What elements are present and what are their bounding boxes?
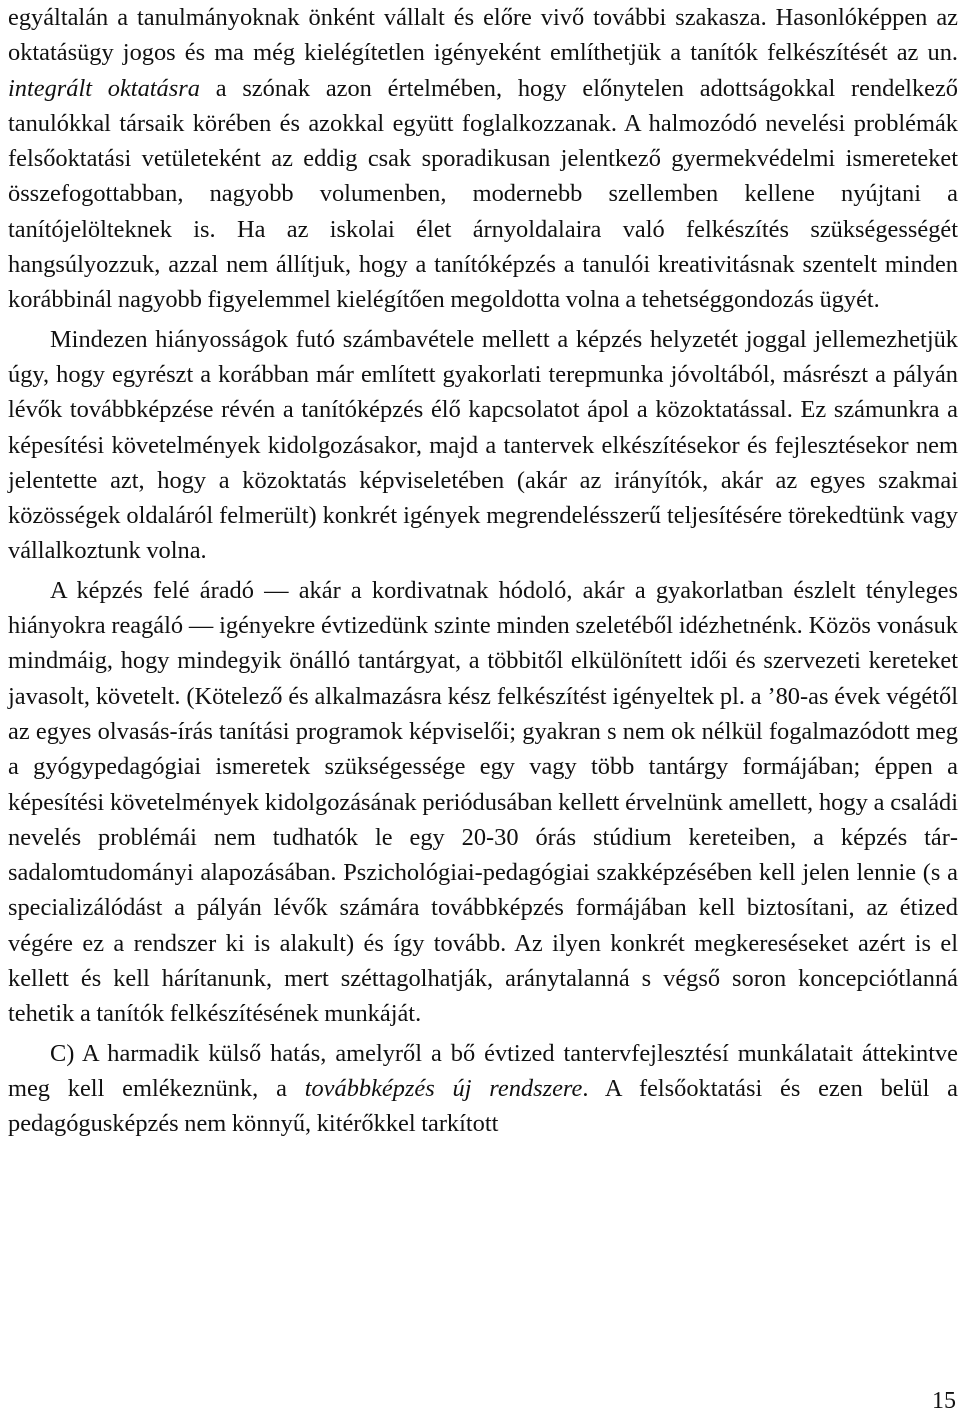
paragraph-1-italic: integrált oktatásra: [8, 74, 200, 102]
paragraph-2: Mindezen hiányosságok futó számbavétele mellett a képzés helyzetét joggal jellemezhetjük úgy, hogy egyrészt a korábban már említett gyakorlati terepmunka jóvoltából, másrészt a pályán lévők továbbképzése révén a tanítóképzés élő kapcsolatot ápol a közoktatással. Ez számunkra a képesítési követelmények kidolgozásakor, majd a tantervek elkészítésekor és fejlesztésekor nem jelentette azt, hogy a közoktatás képviseletében (akár az irányítók, akár az egyes szakmai közösségek oldaláról felmerült) konkrét igények megrendelésszerű teljesítésére törekedtünk vagy vállalkoztunk volna.: [8, 325, 958, 565]
paragraph-4: [8, 1036, 958, 1142]
page-number: 15: [932, 1388, 956, 1414]
document-page: [8, 0, 958, 1142]
paragraph-1: [8, 0, 958, 318]
paragraph-3: A képzés felé áradó — akár a kordivatnak hódoló, akár a gyakorlatban észlelt tényleges hiányokra reagáló — igényekre évtizedünk szinte minden szeletéből idézhetnénk. Közös vonásuk mindmáig, hogy mindegyik önálló tantárgyat, a többitől elkülönített idői és szervezeti kereteket javasolt, követelt. (Kötelező és alkalmazásra kész felkészítést igényeltek pl. a ’80-as évek végétől az egyes olvasás-írás tanítási programok képviselői; gyakran s nem ok nélkül fogalmazódott meg a gyógypedagógiai ismeretek szükségessége egy vagy több tantárgy formájában; éppen a képesítési követelmények kidolgozásának periódusában kellett érvelnünk amellett, hogy a családi nevelés problémái nem tudhatók le egy 20-30 órás stúdium kereteiben, a képzés társadalomtudományi alapozásában. Pszichológiai-pedagógiai szakképzésében kell jelen lennie (s a specializálódást a pályán lévők számára továbbképzés formájában kell biztosítani, az étized végére ez a rendszer ki is alakult) és így tovább. Az ilyen konkrét megkereséseket azért is el kellett és kell hárítanunk, mert széttagolhatják, aránytalanná s végső soron koncepciótlanná tehetik a tanítók felkészítésének munkáját.: [8, 576, 958, 1028]
paragraph-4-italic: továbbképzés új rendszere: [304, 1074, 583, 1102]
paragraph-4-text-b: . A felsőoktatási és ezen belül a pedagógusképzés nem könnyű, kitérőkkel tarkított: [8, 1074, 958, 1138]
paragraph-1-text-b: a szónak azon értelmében, hogy előnytelen adottságokkal rendelkező tanulókkal társaik körében és azokkal együtt foglalkozzanak. A halmozódó nevelési problémák felsőoktatási vetületeként az eddig csak sporadikusan jelentkező gyermekvédelmi ismereteket összefogottabban, nagyobb volumenben, modernebb szellemben kellene nyújtani a tanítójelölteknek is. Ha az iskolai élet árnyoldalaira való felkészítés szükségességét hangsúlyozzuk, azzal nem állítjuk, hogy a tanítóképzés a tanulói kreativitásnak szentelt minden korábbinál nagyobb figyelemmel kielégítően megoldotta volna a tehetséggondozás ügyét.: [8, 74, 958, 314]
paragraph-4-text-a: C) A harmadik külső hatás, amelyről a bő évtized tantervfejlesztésí munkálatait áttekintve meg kell emlékeznünk, a: [8, 1039, 958, 1102]
paragraph-1-text-a: egyáltalán a tanulmányoknak önként vállalt és előre vivő további szakasza. Hasonlóképpen az oktatásügy jogos és ma még kielégítetlen igényeként említhetjük a tanítók felkészítését az un.: [8, 4, 958, 67]
